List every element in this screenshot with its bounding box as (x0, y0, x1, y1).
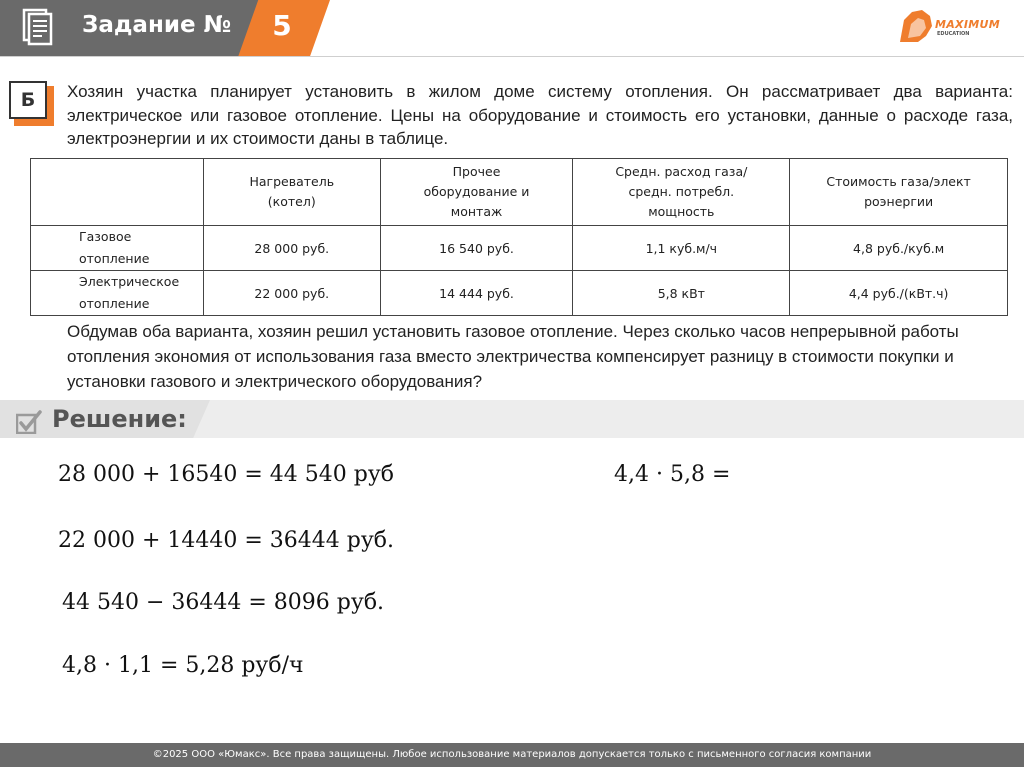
equation: 22 000 + 14440 = 36444 руб. (58, 528, 395, 553)
question-text: Обдумав оба варианта, хозяин решил установить газовое отопление. Через сколько часов непрерывной работы отопления экономия от использования газа вместо электричества компенсирует разницу в стоимости покупки и установки газового и электрического оборудования? (67, 322, 959, 391)
table-header-cell: Прочее оборудование и монтаж (380, 159, 573, 226)
table-header-cell: Нагреватель (котел) (203, 159, 380, 226)
logo-subtext: EDUCATION (937, 31, 970, 37)
table-cell: 1,1 куб.м/ч (573, 226, 790, 271)
equation: 28 000 + 16540 = 44 540 руб (58, 462, 395, 487)
table-header-cell: Средн. расход газа/средн. потребл. мощность (573, 159, 790, 226)
footer-copyright: ©2025 ООО «Юмакс». Все права защищены. Любое использование материалов допускается только с письменного согласия компании (0, 743, 1024, 767)
problem-text: Хозяин участка планирует установить в жилом доме систему отопления. Он рассматривает два варианта: электрическое или газовое отопление. Цены на оборудование и стоимость его установки, данные о расходе газа, электроэнергии и их стоимости даны в таблице. (67, 82, 1013, 148)
data-table (30, 158, 1008, 316)
table-header-cell (31, 159, 204, 226)
equation: 44 540 − 36444 = 8096 руб. (62, 590, 385, 615)
row-label: Электрическое отопление (31, 271, 204, 316)
checkbox-checked-icon (16, 410, 42, 434)
table-cell: 4,8 руб./куб.м (790, 226, 1008, 271)
table-cell: 4,4 руб./(кВт.ч) (790, 271, 1008, 316)
table-cell: 16 540 руб. (380, 226, 573, 271)
part-badge: Б (9, 81, 47, 119)
logo-text: MAXIMUM (935, 18, 1000, 31)
equation: 4,4 · 5,8 = (614, 462, 731, 487)
task-number: 5 (272, 9, 292, 42)
table-cell: 5,8 кВт (573, 271, 790, 316)
table-row (31, 226, 1008, 271)
table-cell: 28 000 руб. (203, 226, 380, 271)
table-row (31, 271, 1008, 316)
equation: 4,8 · 1,1 = 5,28 руб/ч (62, 653, 304, 678)
row-label: Газовое отопление (31, 226, 204, 271)
document-icon (22, 8, 54, 46)
header-divider (0, 56, 1024, 57)
table-cell: 22 000 руб. (203, 271, 380, 316)
page-title: Задание № (82, 12, 232, 38)
table-cell: 14 444 руб. (380, 271, 573, 316)
solution-title: Решение: (52, 405, 187, 433)
table-header-cell: Стоимость газа/электроэнергии (790, 159, 1008, 226)
table-header-row (31, 159, 1008, 226)
